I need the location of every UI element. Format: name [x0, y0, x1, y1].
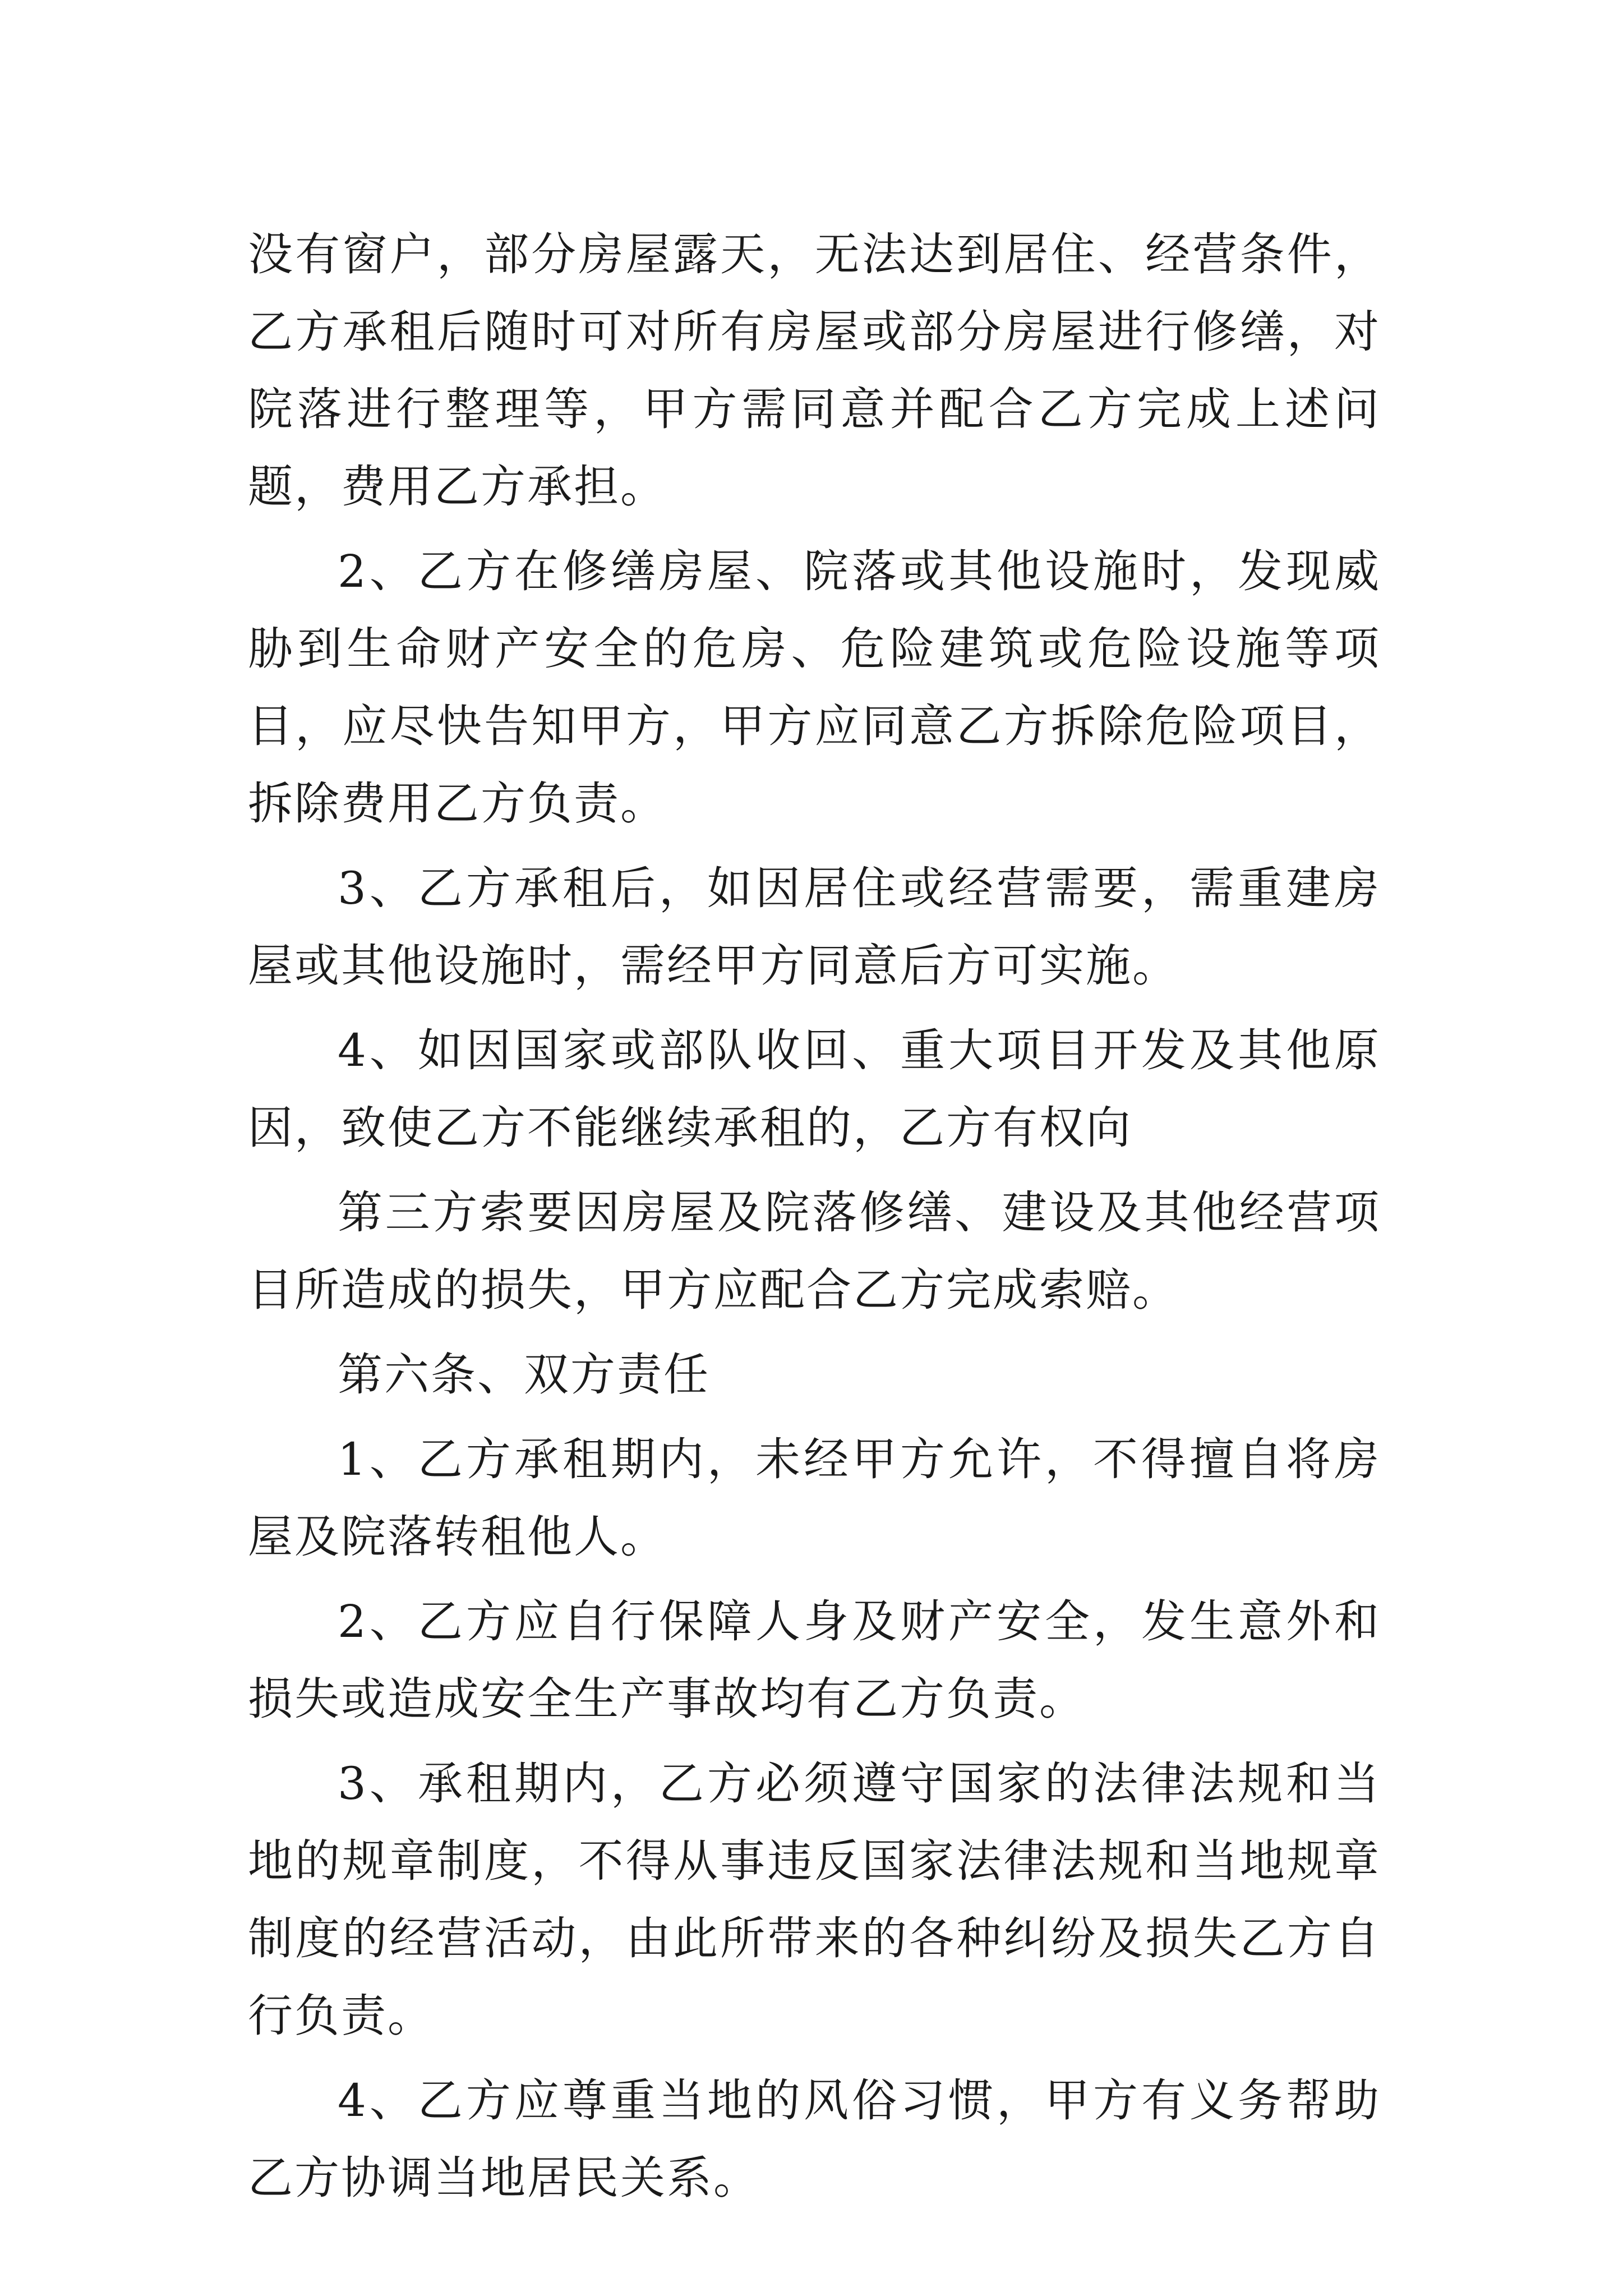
paragraph-duty-1: 1、乙方承租期内，未经甲方允许，不得擅自将房屋及院落转租他人。 [248, 1433, 1381, 1563]
paragraph-duty-4: 4、乙方应尊重当地的风俗习惯，甲方有义务帮助乙方协调当地居民关系。 [248, 2074, 1381, 2204]
paragraph-continuation: 没有窗户，部分房屋露天，无法达到居住、经营条件，乙方承租后随时可对所有房屋或部分房屋进行修缮，对院落进行整理等，甲方需同意并配合乙方完成上述问题，费用乙方承担。 [248, 228, 1381, 513]
paragraph-duty-3: 3、承租期内，乙方必须遵守国家的法律法规和当地的规章制度，不得从事违反国家法律法规和当地规章制度的经营活动，由此所带来的各种纠纷及损失乙方自行负责。 [248, 1757, 1381, 2042]
document-body [248, 216, 1381, 2224]
paragraph-clause-3: 3、乙方承租后，如因居住或经营需要，需重建房屋或其他设施时，需经甲方同意后方可实施。 [248, 862, 1381, 992]
paragraph-third-party: 第三方索要因房屋及院落修缮、建设及其他经营项目所造成的损失，甲方应配合乙方完成索赔。 [248, 1186, 1381, 1316]
paragraph-clause-4: 4、如因国家或部队收回、重大项目开发及其他原因，致使乙方不能继续承租的，乙方有权向 [248, 1024, 1381, 1154]
paragraph-duty-2: 2、乙方应自行保障人身及财产安全，发生意外和损失或造成安全生产事故均有乙方负责。 [248, 1595, 1381, 1725]
paragraph-clause-2: 2、乙方在修缮房屋、院落或其他设施时，发现威胁到生命财产安全的危房、危险建筑或危险设施等项目，应尽快告知甲方，甲方应同意乙方拆除危险项目，拆除费用乙方负责。 [248, 545, 1381, 830]
section-heading-article-6: 第六条、双方责任 [338, 1349, 710, 1401]
